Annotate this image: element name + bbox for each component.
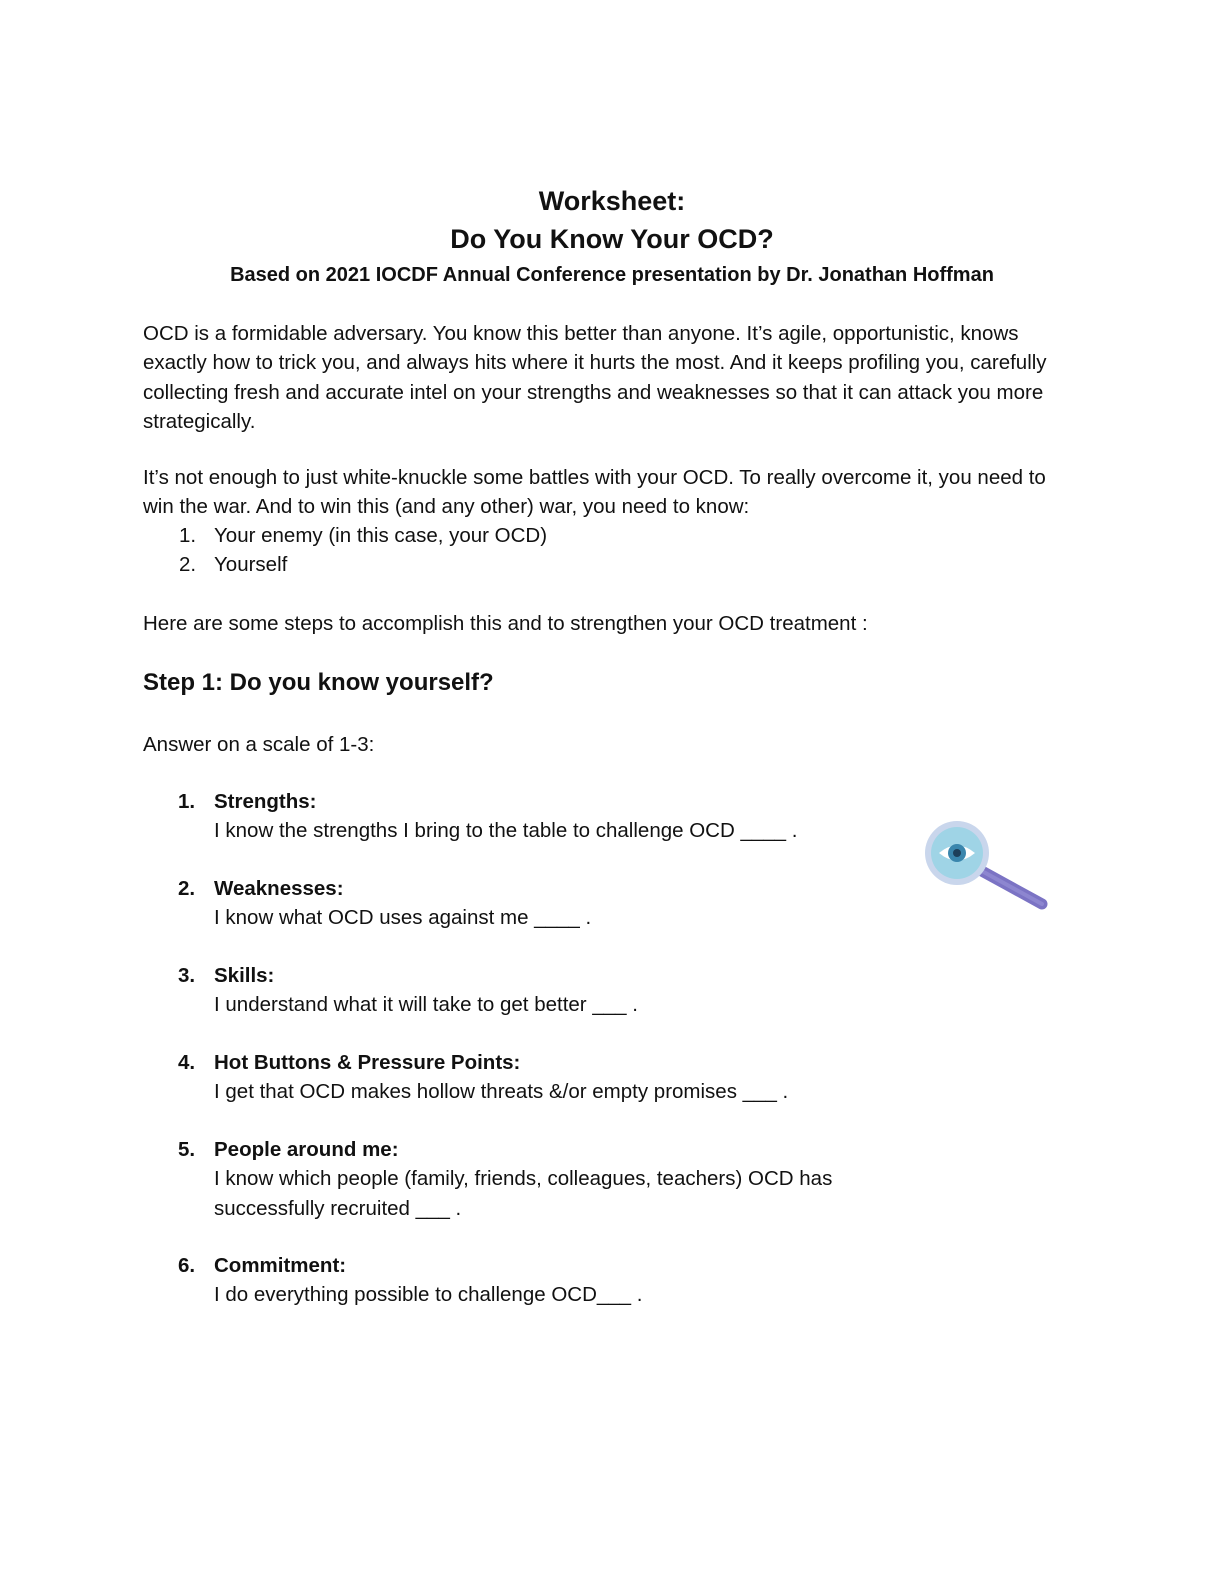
question-title: Skills: [214, 964, 275, 987]
question-title: Strengths: [214, 790, 317, 813]
question-text: I know which people (family, friends, colleagues, teachers) OCD has successfully recruited ___ . [214, 1167, 833, 1220]
question-item [143, 787, 1023, 846]
list-item-text: Yourself [214, 553, 288, 577]
list-item [143, 550, 1043, 579]
steps-intro: Here are some steps to accomplish this and to strengthen your OCD treatment : [143, 612, 868, 635]
know-list [143, 521, 1043, 580]
question-number: 6. [178, 1254, 196, 1277]
question-title: Commitment: [214, 1254, 347, 1277]
intro-paragraph: OCD is a formidable adversary. You know this better than anyone. It’s agile, opportunistic, knows exactly how to trick you, and always hits where it hurts the most. And it keeps profiling you, carefully collecting fresh and accurate intel on your strengths and weaknesses so that it can attack you more strategically. [143, 322, 1047, 433]
question-text: I know what OCD uses against me ____ . [214, 906, 592, 930]
question-text: I get that OCD makes hollow threats &/or empty promises ___ . [214, 1080, 789, 1104]
question-title: People around me: [214, 1138, 399, 1161]
list-item-number: 2. [179, 553, 197, 577]
question-number: 5. [178, 1138, 196, 1161]
question-item [143, 961, 1023, 1020]
question-item [143, 1135, 943, 1223]
page-subtitle: Based on 2021 IOCDF Annual Conference presentation by Dr. Jonathan Hoffman [230, 264, 994, 286]
question-title: Hot Buttons & Pressure Points: [214, 1051, 521, 1074]
question-text: I understand what it will take to get better ___ . [214, 993, 638, 1017]
list-item [143, 521, 1043, 550]
intro-paragraph-2: It’s not enough to just white-knuckle some battles with your OCD. To really overcome it, you need to win the war. And to win this (and any other) war, you need to know: [143, 466, 1046, 519]
list-item-text: Your enemy (in this case, your OCD) [214, 524, 548, 547]
question-item [143, 1048, 1023, 1107]
question-text: I know the strengths I bring to the table to challenge OCD ____ . [214, 819, 798, 843]
eye-pupil [953, 849, 961, 857]
question-number: 1. [178, 790, 196, 813]
scale-instruction: Answer on a scale of 1-3: [143, 733, 375, 756]
question-text: I do everything possible to challenge OCD___ . [214, 1283, 643, 1307]
question-number: 2. [178, 877, 196, 900]
question-title: Weaknesses: [214, 877, 344, 900]
page-title: Worksheet: [538, 186, 686, 216]
step1-heading: Step 1: Do you know yourself? [143, 669, 494, 696]
question-item [143, 1251, 1023, 1310]
question-number: 3. [178, 964, 196, 987]
question-item [143, 874, 1023, 933]
page-title-main: Do You Know Your OCD? [450, 224, 774, 254]
question-number: 4. [178, 1051, 196, 1074]
magnifying-glass-eye-icon [918, 818, 1058, 918]
list-item-number: 1. [179, 524, 197, 547]
